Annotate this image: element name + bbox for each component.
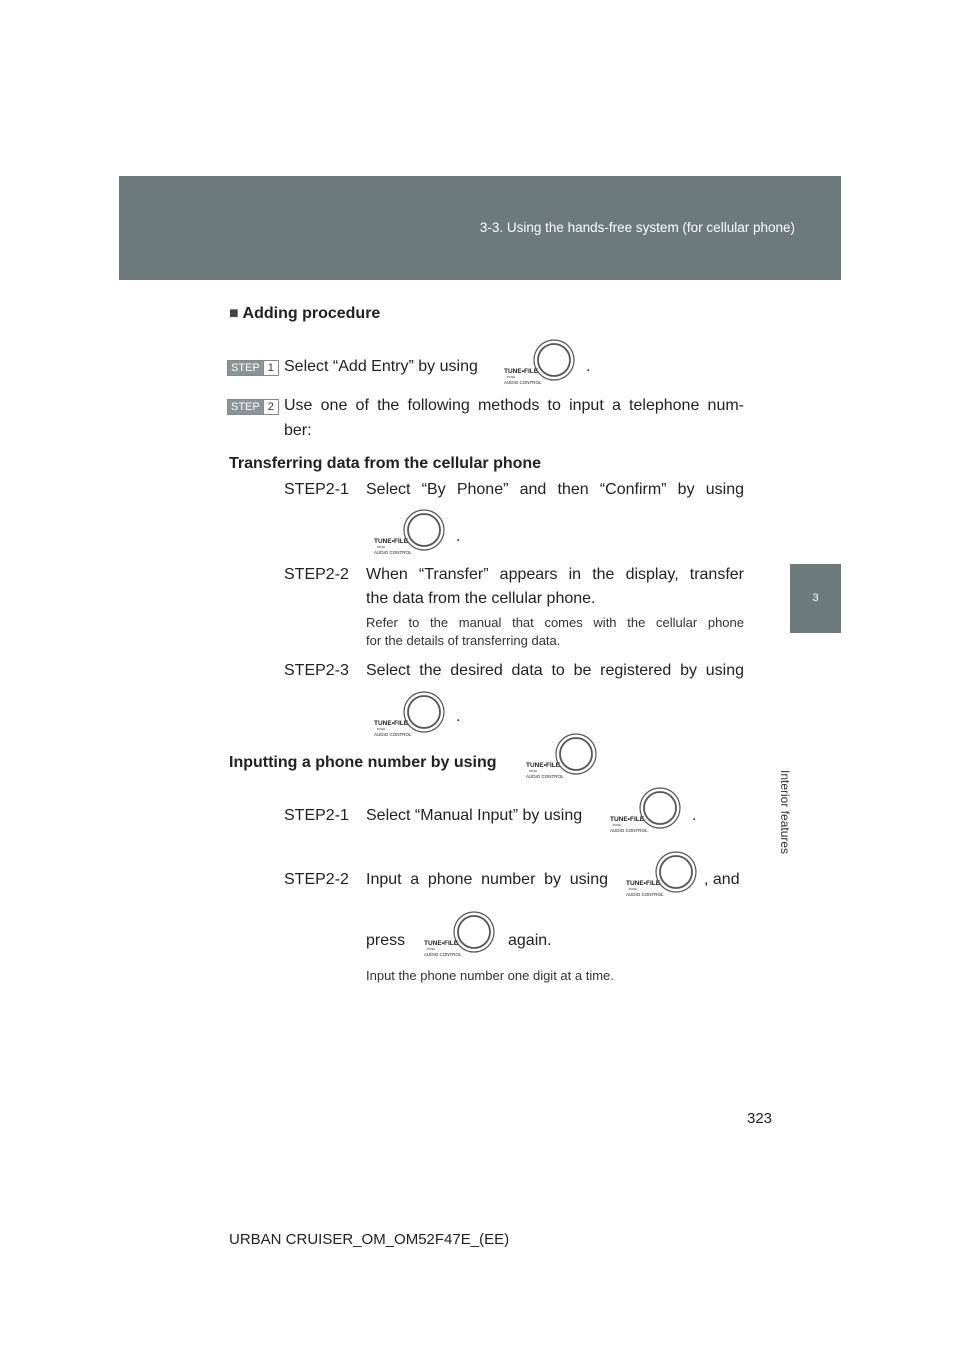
step-1-end: . [586,358,591,375]
svg-text:TUNE•FILE: TUNE•FILE [626,880,661,887]
svg-text:PUSH: PUSH [377,545,386,549]
section-heading-text: Adding procedure [242,305,381,322]
chapter-label-box [770,652,840,855]
svg-text:AUDIO CONTROL: AUDIO CONTROL [504,380,542,385]
tune-file-knob-icon [626,850,704,905]
tune-file-knob-icon [424,910,502,965]
transfer-step-2-1-text: Select “By Phone” and then “Confirm” by using [366,481,744,498]
manual-note: Input the phone number one digit at a time. [366,968,614,983]
svg-text:AUDIO CONTROL: AUDIO CONTROL [626,892,664,897]
page-header [119,176,841,280]
chapter-label: Interior features [778,770,792,855]
manual-press-text: press [366,932,406,949]
manual-step-2-1-label: STEP2-1 [284,807,349,824]
step-2-badge [227,399,279,415]
svg-text:AUDIO CONTROL: AUDIO CONTROL [526,774,564,779]
transfer-step-2-2-label: STEP2-2 [284,566,349,583]
manual-step-2-1-end: . [692,807,697,824]
svg-text:PUSH: PUSH [613,823,622,827]
svg-text:AUDIO CONTROL: AUDIO CONTROL [374,732,412,737]
section-heading [229,305,380,323]
svg-text:PUSH: PUSH [377,727,386,731]
tune-file-knob-icon [374,508,452,563]
manual-step-2-2-text: Input a phone number by using [366,871,608,888]
svg-text:PUSH: PUSH [507,375,516,379]
transfer-step-2-2-text-cont: the data from the cellular phone. [366,590,596,607]
transfer-heading: Transferring data from the cellular phone [229,455,542,472]
manual-heading: Inputting a phone number by using [229,754,497,771]
manual-again-text: again. [508,932,552,949]
section-marker: ■ [229,305,239,322]
step-word: STEP [228,361,263,375]
svg-text:TUNE•FILE: TUNE•FILE [374,720,409,727]
page-number: 323 [747,1110,773,1127]
svg-text:TUNE•FILE: TUNE•FILE [424,940,459,947]
step-1-badge [227,360,279,376]
tune-file-knob-icon [504,338,582,393]
tune-file-knob-icon [374,690,452,745]
svg-text:AUDIO CONTROL: AUDIO CONTROL [374,550,412,555]
transfer-step-2-3-text: Select the desired data to be registered by using [366,662,744,679]
manual-step-2-1-text: Select “Manual Input” by using [366,807,583,824]
svg-text:TUNE•FILE: TUNE•FILE [374,538,409,545]
transfer-note-cont: for the details of transferring data. [366,633,561,648]
svg-text:AUDIO CONTROL: AUDIO CONTROL [610,828,648,833]
step-2-text: Use one of the following methods to input a telephone num- [284,397,744,414]
step-number: 2 [263,400,278,414]
svg-text:TUNE•FILE: TUNE•FILE [526,762,561,769]
chapter-tab: 3 [790,564,841,633]
svg-text:PUSH: PUSH [629,887,638,891]
step-2-text-cont: ber: [284,422,312,439]
svg-text:PUSH: PUSH [529,769,538,773]
svg-text:TUNE•FILE: TUNE•FILE [504,368,539,375]
tune-file-knob-icon [610,786,688,841]
manual-step-2-2-label: STEP2-2 [284,871,349,888]
svg-text:AUDIO CONTROL: AUDIO CONTROL [424,952,462,957]
step-word: STEP [228,400,263,414]
manual-step-2-2-end: , and [704,871,740,888]
page-footer: URBAN CRUISER_OM_OM52F47E_(EE) [229,1231,510,1248]
transfer-step-2-3-end: . [456,708,461,725]
svg-text:TUNE•FILE: TUNE•FILE [610,816,645,823]
transfer-note: Refer to the manual that comes with the cellular phone [366,615,744,630]
transfer-step-2-1-label: STEP2-1 [284,481,349,498]
transfer-step-2-3-label: STEP2-3 [284,662,349,679]
step-1-text: Select “Add Entry” by using [284,358,478,375]
transfer-step-2-1-end: . [456,528,461,545]
header-title: 3-3. Using the hands-free system (for cellular phone) [479,220,795,235]
transfer-step-2-2-text: When “Transfer” appears in the display, transfer [366,566,744,583]
step-number: 1 [263,361,278,375]
svg-text:PUSH: PUSH [427,947,436,951]
tune-file-knob-icon [526,732,604,787]
